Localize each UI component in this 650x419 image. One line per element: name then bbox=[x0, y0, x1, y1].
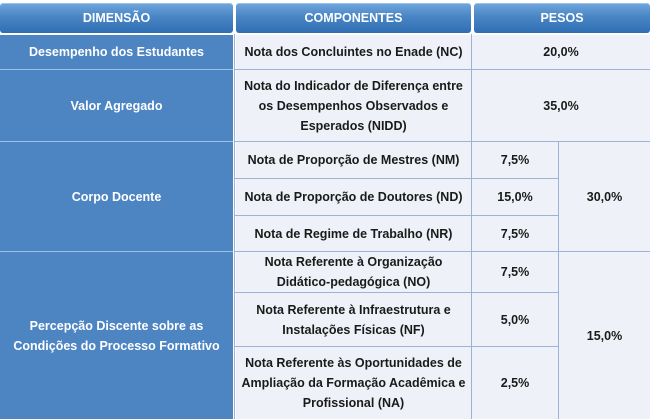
peso-no-value: 7,5% bbox=[500, 265, 530, 279]
header-pesos bbox=[474, 3, 650, 33]
comp-no-line1: Nota Referente à Organização bbox=[264, 255, 443, 269]
peso-percepcao-total bbox=[559, 252, 650, 419]
peso-nd bbox=[472, 179, 558, 215]
peso-nr bbox=[472, 216, 558, 251]
header-dimensao bbox=[0, 3, 233, 33]
peso-corpo-docente-total-value: 30,0% bbox=[586, 189, 623, 204]
peso-na bbox=[472, 347, 558, 419]
peso-corpo-docente-total bbox=[559, 142, 650, 251]
comp-no-line2: Didático-pedagógica (NO) bbox=[276, 275, 431, 289]
grid-line bbox=[0, 251, 233, 252]
comp-no bbox=[236, 252, 471, 292]
dim-corpo-docente bbox=[0, 142, 233, 251]
grid-line bbox=[234, 251, 650, 252]
grid-line bbox=[234, 178, 558, 179]
grid-line bbox=[234, 346, 558, 347]
peso-nf-value: 5,0% bbox=[500, 312, 530, 327]
comp-nidd-line3: Esperados (NIDD) bbox=[300, 118, 407, 133]
grid-line bbox=[234, 215, 558, 216]
comp-nr-label: Nota de Regime de Trabalho (NR) bbox=[254, 226, 453, 241]
comp-nidd bbox=[236, 70, 471, 141]
grid-line bbox=[558, 141, 559, 419]
dim-percepcao-line1: Percepção Discente sobre as bbox=[29, 318, 204, 333]
comp-nidd-line1: Nota do Indicador de Diferença entre bbox=[244, 78, 463, 93]
header-pesos-label: PESOS bbox=[540, 11, 584, 25]
peso-nm bbox=[472, 142, 558, 178]
dim-corpo-docente-label: Corpo Docente bbox=[71, 189, 162, 204]
comp-nm bbox=[236, 142, 471, 178]
grid-line bbox=[471, 34, 472, 419]
dim-valor-agregado-label: Valor Agregado bbox=[70, 98, 163, 113]
dim-percepcao-discente bbox=[0, 252, 233, 419]
peso-no bbox=[472, 252, 558, 292]
peso-nd-value: 15,0% bbox=[497, 190, 533, 204]
comp-na-line3: Profissional (NA) bbox=[302, 396, 405, 410]
comp-nc bbox=[236, 35, 471, 69]
peso-nc-value: 20,0% bbox=[543, 45, 579, 59]
grid-line bbox=[234, 141, 650, 142]
header-componentes-label: COMPONENTES bbox=[304, 11, 403, 25]
grid-line bbox=[234, 69, 650, 70]
grid-line bbox=[0, 69, 233, 70]
peso-percepcao-total-value: 15,0% bbox=[586, 328, 623, 343]
grid-line bbox=[234, 34, 235, 419]
comp-nd bbox=[236, 179, 471, 215]
dim-desempenho bbox=[0, 35, 233, 69]
comp-nr bbox=[236, 216, 471, 251]
comp-nf bbox=[236, 293, 471, 346]
dim-desempenho-label: Desempenho dos Estudantes bbox=[28, 45, 205, 59]
peso-nm-value: 7,5% bbox=[500, 153, 530, 167]
peso-nf bbox=[472, 293, 558, 346]
peso-nr-value: 7,5% bbox=[500, 226, 530, 241]
dim-percepcao-line2: Condições do Processo Formativo bbox=[13, 338, 220, 353]
header-componentes bbox=[236, 3, 471, 33]
comp-nf-line2: Instalações Físicas (NF) bbox=[282, 322, 425, 337]
comp-nc-label: Nota dos Concluintes no Enade (NC) bbox=[244, 45, 463, 59]
comp-nd-label: Nota de Proporção de Doutores (ND) bbox=[244, 190, 463, 204]
grid-line bbox=[234, 292, 558, 293]
comp-nm-label: Nota de Proporção de Mestres (NM) bbox=[247, 153, 460, 167]
header-dimensao-label: DIMENSÃO bbox=[82, 11, 151, 25]
comp-na bbox=[236, 347, 471, 419]
peso-nidd-value: 35,0% bbox=[543, 98, 579, 113]
dim-valor-agregado bbox=[0, 70, 233, 141]
peso-nc bbox=[472, 35, 650, 69]
comp-na-line2: Ampliação da Formação Acadêmica e bbox=[241, 376, 466, 390]
peso-na-value: 2,5% bbox=[500, 376, 530, 390]
peso-nidd bbox=[472, 70, 650, 141]
comp-na-line1: Nota Referente às Oportunidades de bbox=[245, 356, 462, 370]
grid-line bbox=[0, 141, 233, 142]
comp-nidd-line2: os Desempenhos Observados e bbox=[258, 98, 449, 113]
comp-nf-line1: Nota Referente à Infraestrutura e bbox=[256, 302, 451, 317]
